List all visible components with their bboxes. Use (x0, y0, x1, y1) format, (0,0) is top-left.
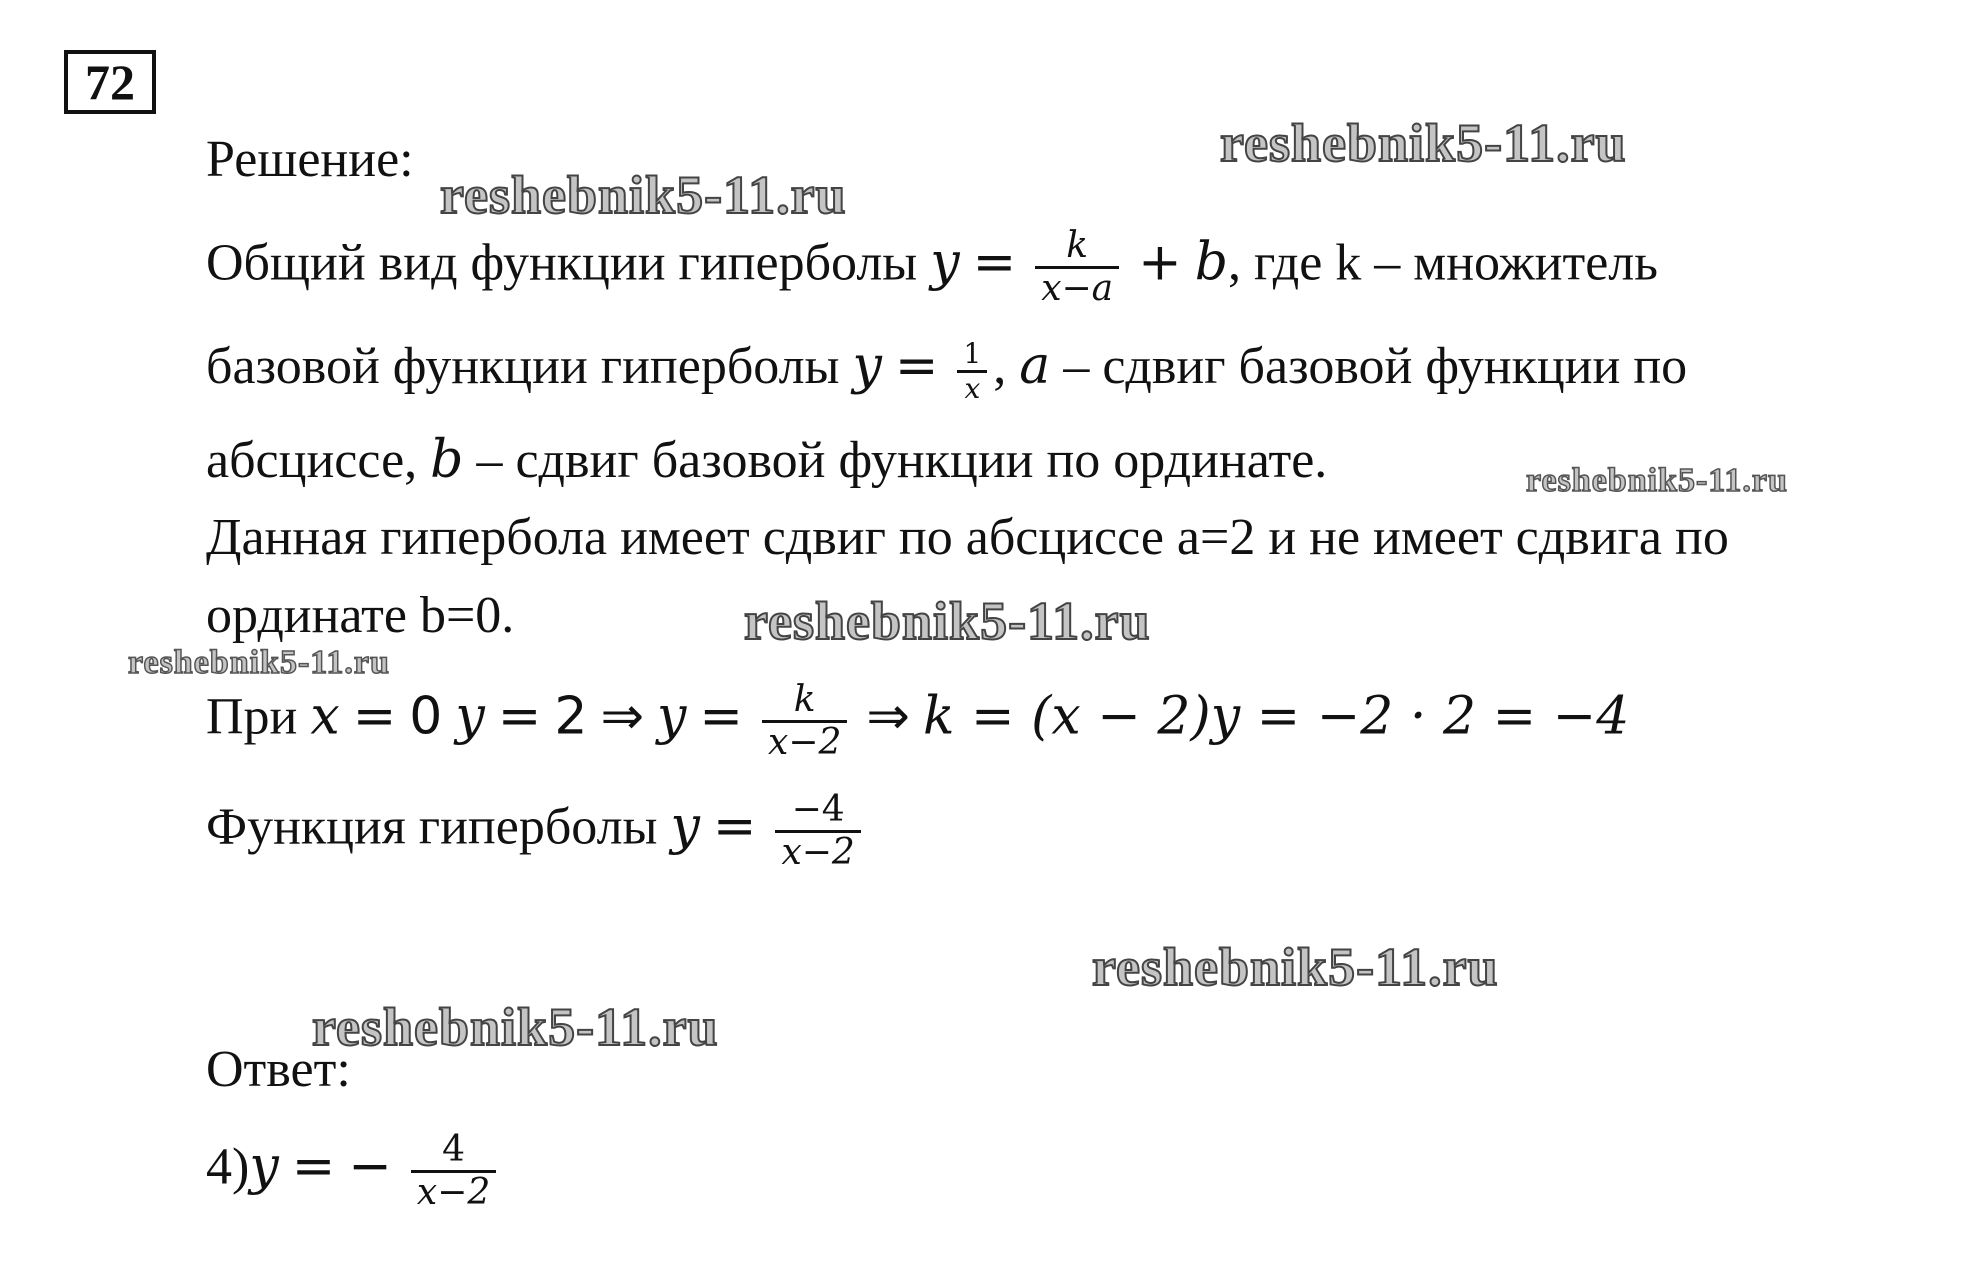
watermark: reshebnik5-11.ru (1526, 462, 1788, 499)
line6-result: k = (x − 2)y = −2 · 2 = −4 (922, 686, 1630, 747)
watermark: reshebnik5-11.ru (744, 591, 1151, 651)
answer-label: Ответ: (206, 1041, 351, 1098)
watermark: reshebnik5-11.ru (1092, 937, 1499, 997)
text-line-2: базовой функции гиперболы y = $\frac{1}{x}$ , a – сдвиг базовой функции по (206, 336, 1688, 405)
text-line-7: Функция гиперболы y = $\frac{-4}{x-2}$ (206, 790, 867, 873)
line1-text-after: , где k – множитель (1228, 234, 1658, 292)
fraction-4-over-x-minus-2 (411, 1130, 496, 1213)
answer-prefix: 4) (206, 1138, 250, 1196)
line1-text-before: Общий вид функции гиперболы (206, 234, 931, 292)
fraction-numerator: k (1066, 225, 1089, 266)
watermark: reshebnik5-11.ru (128, 644, 390, 681)
watermark: reshebnik5-11.ru (440, 165, 847, 225)
line3-text-after: – сдвиг базовой функции по ординате. (463, 432, 1328, 489)
fraction-k-over-x-minus-2 (762, 680, 847, 763)
line2-text-after: – сдвиг базовой функции по (1050, 338, 1688, 395)
fraction-k-over-x-minus-a (1035, 226, 1119, 309)
fraction-denominator: x (957, 370, 987, 405)
fraction-denominator: x−2 (762, 720, 847, 763)
text-line-6: При x = 0 y = 2 ⇒ y = $\frac{k}{x-2}$ ⇒ k = (x − 2)y = −2 · 2 = −4 (206, 679, 1630, 763)
task-number: 72 (85, 54, 135, 110)
answer-line: 4)y = − $\frac{4}{x-2}$ (206, 1130, 502, 1213)
line6-prefix: При (206, 688, 311, 746)
text-line-3: абсциссе, b – сдвиг базовой функции по ординате. (206, 430, 1328, 490)
line2-text-before: базовой функции гиперболы (206, 338, 853, 395)
fraction-numerator: −4 (791, 789, 845, 830)
fraction-denominator: x−a (1035, 266, 1119, 309)
text-line-4: Данная гипербола имеет сдвиг по абсциссе а=2 и не имеет сдвига по (206, 509, 1729, 566)
line7-prefix: Функция гиперболы (206, 798, 671, 856)
fraction-1-over-x (957, 338, 987, 405)
watermark: reshebnik5-11.ru (312, 997, 719, 1057)
fraction-minus4-over-x-minus-2 (775, 790, 860, 873)
fraction-denominator: x−2 (775, 830, 860, 873)
fraction-numerator: 1 (963, 336, 982, 370)
fraction-denominator: x−2 (411, 1170, 496, 1213)
text-line-5: ординате b=0. (206, 587, 515, 644)
text-line-1: Общий вид функции гиперболы y = $\frac{k}{x-a}$ + b, где k – множитель (206, 225, 1658, 309)
watermark: reshebnik5-11.ru (1220, 113, 1627, 173)
fraction-numerator: k (793, 679, 816, 720)
fraction-numerator: 4 (442, 1129, 466, 1170)
task-number-box (64, 50, 156, 114)
solution-heading: Решение: (206, 131, 414, 188)
